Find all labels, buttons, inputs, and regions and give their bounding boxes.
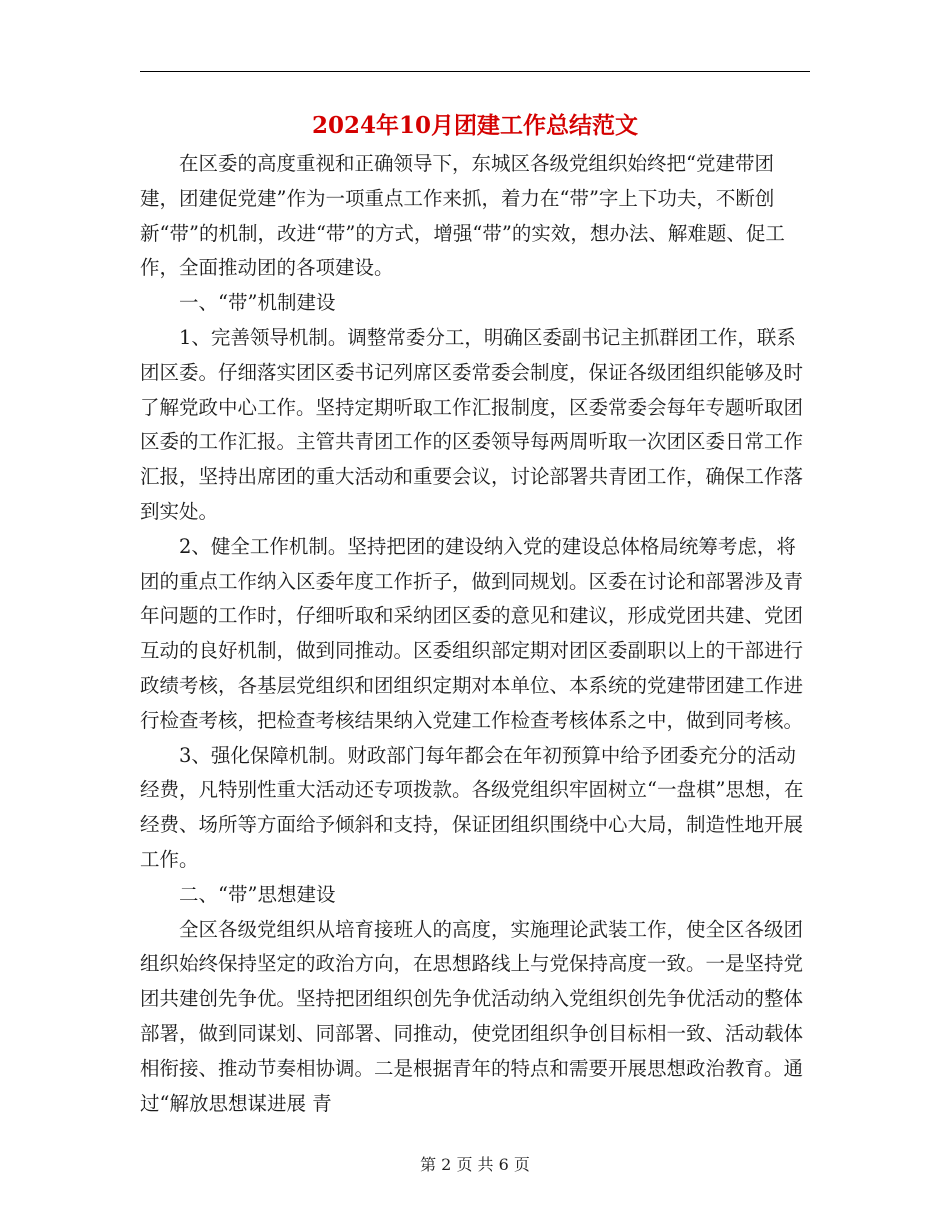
paragraph-intro: 在区委的高度重视和正确领导下，东城区各级党组织始终把“党建带团建，团建促党建”作为一项重点工作来抓，着力在“带”字上下功夫，不断创新“带”的机制，改进“带”的方式，增强“带”的实效，想办法、解难题、促工作，全面推动团的各项建设。 [140,152,785,280]
paragraph-leadership-mechanism: 1、完善领导机制。调整常委分工，明确区委副书记主抓群团工作，联系团区委。仔细落实团区委书记列席区委常委会制度，保证各级团组织能够及时了解党政中心工作。坚持定期听取工作汇报制度，区委常委会每年专题听取团区委的工作汇报。主管共青团工作的区委领导每两周听取一次团区委日常工作汇报，坚持出席团的重大活动和重要会议，讨论部署共青团工作，确保工作落到实处。 [140,325,804,523]
paragraph-work-mechanism: 2、健全工作机制。坚持把团的建设纳入党的建设总体格局统筹考虑，将团的重点工作纳入区委年度工作折子，做到同规划。区委在讨论和部署涉及青年问题的工作时，仔细听取和采纳团区委的意见和建议，形成党团共建、党团互动的良好机制，做到同推动。区委组织部定期对团区委副职以上的干部进行政绩考核，各基层党组织和团组织定期对本单位、本系统的党建带团建工作进行检查考核，把检查考核结果纳入党建工作检查考核体系之中，做到同考核。 [140,534,804,732]
document-body [140,147,810,1121]
header-rule [140,71,810,72]
document-title: 2024年10月团建工作总结范文 [311,112,639,139]
paragraph-ideology: 全区各级党组织从培育接班人的高度，实施理论武装工作，使全区各级团组织始终保持坚定的政治方向，在思想路线上与党保持高度一致。一是坚持党团共建创先争优。坚持把团组织创先争优活动纳入党组织创先争优活动的整体部署，做到同谋划、同部署、同推动，使党团组织争创目标相一致、活动载体相衔接、推动节奏相协调。二是根据青年的特点和需要开展思想政治教育。通过“解放思想谋进展 青 [140,917,804,1115]
page-number: 第 2 页 共 6 页 [420,1155,530,1174]
section-heading-mechanism: 一、“带”机制建设 [179,291,336,315]
section-heading-ideology: 二、“带”思想建设 [179,882,336,906]
paragraph-guarantee-mechanism: 3、强化保障机制。财政部门每年都会在年初预算中给予团委充分的活动经费，凡特别性重大活动还专项拨款。各级党组织牢固树立“一盘棋”思想，在经费、场所等方面给予倾斜和支持，保证团组织围绕中心大局，制造性地开展工作。 [140,743,804,871]
